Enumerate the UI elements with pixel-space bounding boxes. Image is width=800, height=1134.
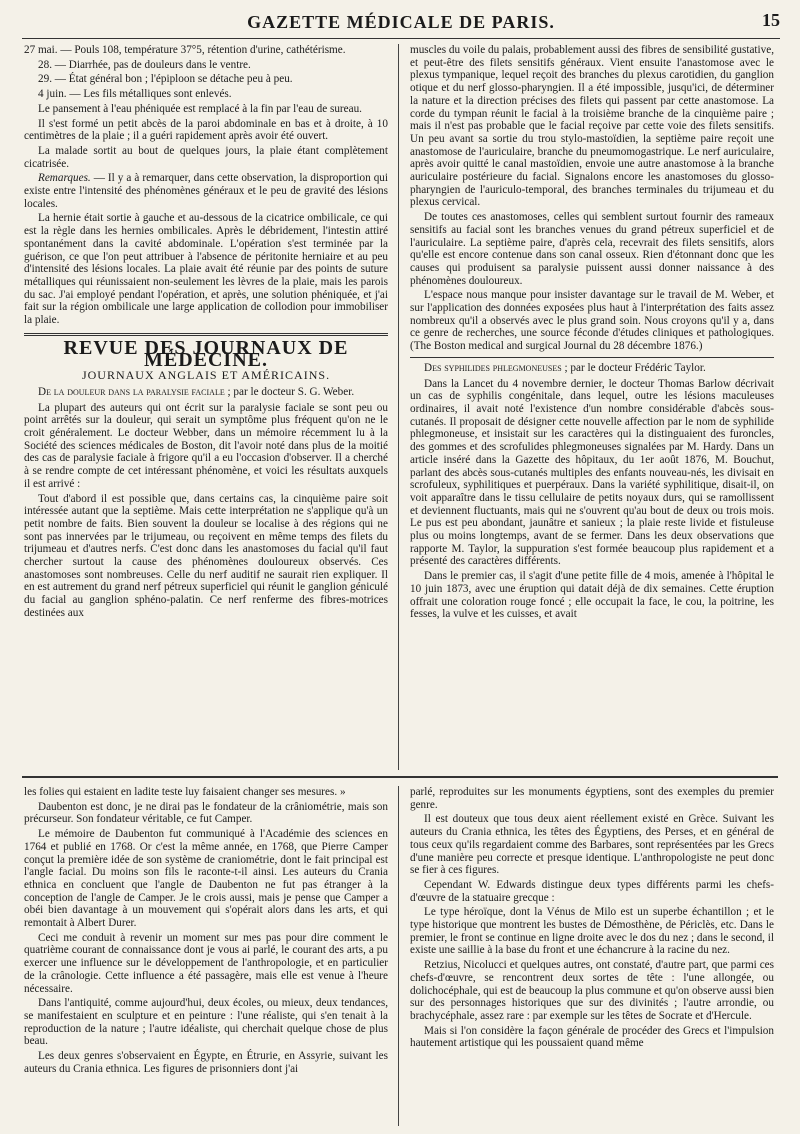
paragraph: Cependant W. Edwards distingue deux types différents parmi les chefs-d'œuvre de la statuaire grecque : xyxy=(410,878,774,904)
column-divider-bottom xyxy=(398,786,399,1126)
article-rule xyxy=(410,357,774,358)
page-number: 15 xyxy=(762,10,780,30)
observation-line: 28. — Diarrhée, pas de douleurs dans le ventre. xyxy=(38,58,251,71)
article-heading-title: Des syphilides phlegmoneuses xyxy=(424,361,562,374)
paragraph: La hernie était sortie à gauche et au-dessous de la cicatrice ombilicale, ce qui est la règle dans les hernies ombilicales. Après le débridement, l'intestin attiré spontanément dans la cavité abdominale. L'opération s'est terminée par la guérison, ce que l'on peut attribuer à l'absence de péritonite herniaire et au peu d'intensité des lésions locales. La plaie avait été réunie par des points de suture métalliques qui réunissaient non-seulement les lèvres de la plaie, mais les parois du sac. J'ai employé pendant l'opération, et après, une solution phéniquée, et j'ai fait sur la région ombilicale une large application de collodion pour immobiliser la plaie. xyxy=(24,212,388,327)
paragraph: Le pansement à l'eau phéniquée est remplacé à la fin par l'eau de sureau. xyxy=(38,102,362,115)
article-heading xyxy=(410,362,774,375)
paragraph: Le type héroïque, dont la Vénus de Milo est un superbe échantillon ; et le type historique que montrent les bustes de Démosthène, de Périclès, etc. Dans le premier, le front se continue en ligne droite avec le dos du nez ; dans le second, il existe une saillie à la base du front et une échancrure à la racine du nez. xyxy=(410,906,774,957)
remarks-label: Remarques. xyxy=(38,172,91,185)
paragraph: les folies qui estaient en ladite teste luy faisaient changer ses mesures. » xyxy=(24,786,346,798)
paragraph: Tout d'abord il est possible que, dans certains cas, la cinquième paire soit intéressée autant que la septième. Mais cette interprétation ne s'applique qu'à un petit nombre de faits. Bien souvent la douleur se localise à des régions qui ne sont pas innervées par le trijumeau, ou reçoivent en même temps des filets du trijumeau et d'autres nerfs. C'est donc dans les anastomoses du facial qu'il faut chercher surtout la cause des phénomènes douloureux observés. Ces anastomoses sont nombreuses. Celle du nerf auditif ne saurait rien expliquer. Il en est autrement du grand nerf pétreux superficiel qui réunit le ganglion géniculé du facial au ganglion sphéno-palatin. Ce nerf renferme des fibres-motrices destinées aux xyxy=(24,492,388,619)
paragraph: De toutes ces anastomoses, celles qui semblent surtout fournir des rameaux sensitifs au facial sont les branches venues du grand pétreux superficiel et de l'auriculaire. La septième paire, d'après cela, recevrait des filets sensitifs, alors qu'elle est encore contenue dans son canal osseux. Rien d'étonnant donc que les causes qui produisent sa paralysie puissent aussi donner naissance à des phénomènes douloureux. xyxy=(410,211,774,287)
top-left-column xyxy=(24,44,388,772)
paragraph: muscles du voile du palais, probablement aussi des fibres de sensibilité gustative, et peut-être des filets sensitifs généraux. Vient ensuite l'anastomose avec le plexus tympanique, lequel reçoit des branches du plexus carotidien, du ganglion otique et du nerf glosso-pharyngien. Il a été impossible, jusqu'ici, de déterminer la nature et la direction précises des filets qui passent par cette anastomose. La corde du tympan réunit le facial à la troisième branche de la cinquième paire ; mais il n'est pas probable que le facial reçoive par cette voie des filets sensitifs. Un peu avant sa sortie du trou stylo-mastoïdien, la septième paire reçoit une anastomose de l'auriculaire, branche du pneumomogastrique. Le nerf auriculaire, après avoir quitté le canal mastoïdien, envoie une autre anastomose à la branche auriculaire postérieure du facial. Signalons encore les anastomoses du glosso-pharyngien de l'auriculo-temporal, des branches terminales du trijumeau et du plexus cervical. xyxy=(410,44,774,209)
article-heading-author: ; par le docteur S. G. Weber. xyxy=(224,385,355,398)
bottom-left-column xyxy=(24,786,388,1128)
paragraph: Dans le premier cas, il s'agit d'une petite fille de 4 mois, amenée à l'hôpital le 10 juin 1873, avec une éruption qui datait déjà de dix semaines. Cette éruption offrait une coloration rouge foncé ; elle occupait la face, le cou, la poitrine, les fesses, la vulve et les cuisses, et avait xyxy=(410,570,774,621)
article-heading-title: De la douleur dans la paralysie faciale xyxy=(38,385,225,398)
paragraph: Ceci me conduit à revenir un moment sur mes pas pour dire comment le quatrième courant de connaissance dont je vous ai parlé, le courant des arts, a pu exercer une influence sur le développement de l'anthropologie, et en particulier de la crânologie. Cette influence a été passagère, mais elle est venue à l'heure nécessaire. xyxy=(24,931,388,995)
paragraph: Il est douteux que tous deux aient réellement existé en Grèce. Suivant les auteurs du Crania ethnica, les têtes des Égyptiens, des Perses, et en général de tous ceux qu'ils regardaient comme des Barbares, sont représentées par les Grecs d'une manière peu correcte et presque identique. L'anthropologiste ne peut donc se fier à ces figures. xyxy=(410,813,774,877)
section-title: REVUE DES JOURNAUX DE MÉDECINE. xyxy=(63,336,349,372)
journal-title: GAZETTE MÉDICALE DE PARIS. xyxy=(247,12,555,32)
section-divider xyxy=(22,776,778,778)
remarks-text: — Il y a à remarquer, dans cette observation, la disproportion qui existe entre l'intensité des phénomènes généraux et le peu de gravité des lésions locales. xyxy=(24,172,388,210)
observation-line: 4 juin. — Les fils métalliques sont enlevés. xyxy=(38,88,232,101)
paragraph: Daubenton est donc, je ne dirai pas le fondateur de la crâniométrie, mais son précurseur. Son fondateur véritable, ce fut Camper. xyxy=(24,800,388,826)
paragraph: Retzius, Nicolucci et quelques autres, ont constaté, d'autre part, que parmi ces chefs-d'œuvre, se rencontrent deux sortes de tête : l'une allongée, ou dolichocéphale, qui est de beaucoup la plus commune et qu'on observe aussi bien sur des personnages historiques que sur des divinités ; l'autre arrondie, ou brachycéphale, assez rare : par exemple sur les têtes de Socrate et d'Hercule. xyxy=(410,959,774,1022)
observation-line: 27 mai. — Pouls 108, température 37°5, rétention d'urine, cathétérisme. xyxy=(24,44,346,56)
section-subtitle: JOURNAUX ANGLAIS ET AMÉRICAINS. xyxy=(81,368,331,383)
article-heading-author: ; par le docteur Frédéric Taylor. xyxy=(561,361,706,374)
paragraph: La plupart des auteurs qui ont écrit sur la paralysie faciale se sont peu ou point arrêtés sur la douleur, qui serait un symptôme plus fréquent qu'on ne le croit généralement. Le docteur Webber, dans un mémoire récemment lu à la Société des sciences médicales de Boston, dit l'avoir noté dans plus de la moitié des cas de paralysie faciale à frigore qu'il a eu l'occasion d'observer. Il a cherché à se rendre compte de cet intéressant phénomène, et voici les résultats auxquels il est arrivé : xyxy=(24,401,388,490)
paragraph: Dans la Lancet du 4 novembre dernier, le docteur Thomas Barlow décrivait un cas de syphilis congénitale, dans lequel, outre les lésions maculeuses ordinaires, il avait noté l'existence d'un nombre considérable d'abcès sous-cutanés. Il proposait de désigner cette nouvelle affection par le nom de syphilide phlegmoneuse, et insistait sur les caractères qui la distinguaient des furoncles, des gommes et des scrofulides phlegmoneuses signalées par M. Hardy. Dans un article inséré dans la Gazette des hôpitaux, du 1er août 1876, M. Bouchut, parlant des abcès sous-cutanés multiples des enfants nouveau-nés, les divisait en scrofuleux, syphilitiques et puerpéraux. Dans la variété syphilitique, disait-il, on voit apparaître dans le tissu cellulaire de petits noyaux durs, qui se ramollissent et deviennent fluctuants, mais qui ne s'ouvrent qu'au bout de deux ou trois mois. Le pus est peu abondant, jaunâtre et sanieux ; la plaie reste livide et fistuleuse plus ou moins longtemps, avant de se fermer. Dans les deux observations que rapporte M. Taylor, la suppuration s'est formée beaucoup plus rapidement et a présenté des caractères différents. xyxy=(410,377,774,568)
article-heading xyxy=(24,386,388,399)
paragraph: Il s'est formé un petit abcès de la paroi abdominale en bas et à droite, à 10 centimètres de la plaie ; il a guéri rapidement après avoir été ouvert. xyxy=(24,117,388,143)
remarks-paragraph xyxy=(24,172,388,210)
observation-line: 29. — État général bon ; l'épiploon se détache peu à peu. xyxy=(38,73,293,86)
column-divider-top xyxy=(398,44,399,770)
paragraph: L'espace nous manque pour insister davantage sur le travail de M. Weber, et sur l'application des données exposées plus haut à l'interprétation des faits assez nombreux qu'il a observés avec le plus grand soin. Nous croyons qu'il y a, dans ce genre de recherches, une source féconde d'études cliniques et pathologiques. (The Boston medical and surgical Journal du 28 décembre 1876.) xyxy=(410,289,774,353)
section-rule xyxy=(24,333,388,336)
paragraph: La malade sortit au bout de quelques jours, la plaie étant complètement cicatrisée. xyxy=(24,144,388,170)
paragraph: Mais si l'on considère la façon générale de procéder des Grecs et l'impulsion hautement artistique qui les poussaient quand même xyxy=(410,1024,774,1050)
paragraph: Le mémoire de Daubenton fut communiqué à l'Académie des sciences en 1764 et publié en 1768. Or c'est la même année, en 1768, que Pierre Camper conçut la première idée de son système de craniométrie, dont le fait principal est l'angle facial. Du moins son fils le raconte-t-il ainsi. Les auteurs du Crania ethnica en concluent que l'angle de Daubenton ne fut pas étranger à la conception de l'angle de Camper. Je le crois aussi, mais je pense que Camper a obéi bien davantage à un mouvement qui s'opérait alors dans les arts, et qui remontait à Albert Durer. xyxy=(24,828,388,930)
paragraph: parlé, reproduites sur les monuments égyptiens, sont des exemples du premier genre. xyxy=(410,786,774,811)
paragraph: Les deux genres s'observaient en Égypte, en Étrurie, en Assyrie, suivant les auteurs du Crania ethnica. Les figures de prisonniers dont j'ai xyxy=(24,1050,388,1075)
page-header xyxy=(22,8,780,39)
bottom-right-column xyxy=(410,786,774,1128)
top-right-column xyxy=(410,44,774,772)
paragraph: Dans l'antiquité, comme aujourd'hui, deux écoles, ou mieux, deux tendances, se manifestaient en sculpture et en peinture : l'une réaliste, qui s'en tenait à la reproduction de la nature ; l'autre idéaliste, qui cherchait quelque chose de plus beau. xyxy=(24,997,388,1048)
